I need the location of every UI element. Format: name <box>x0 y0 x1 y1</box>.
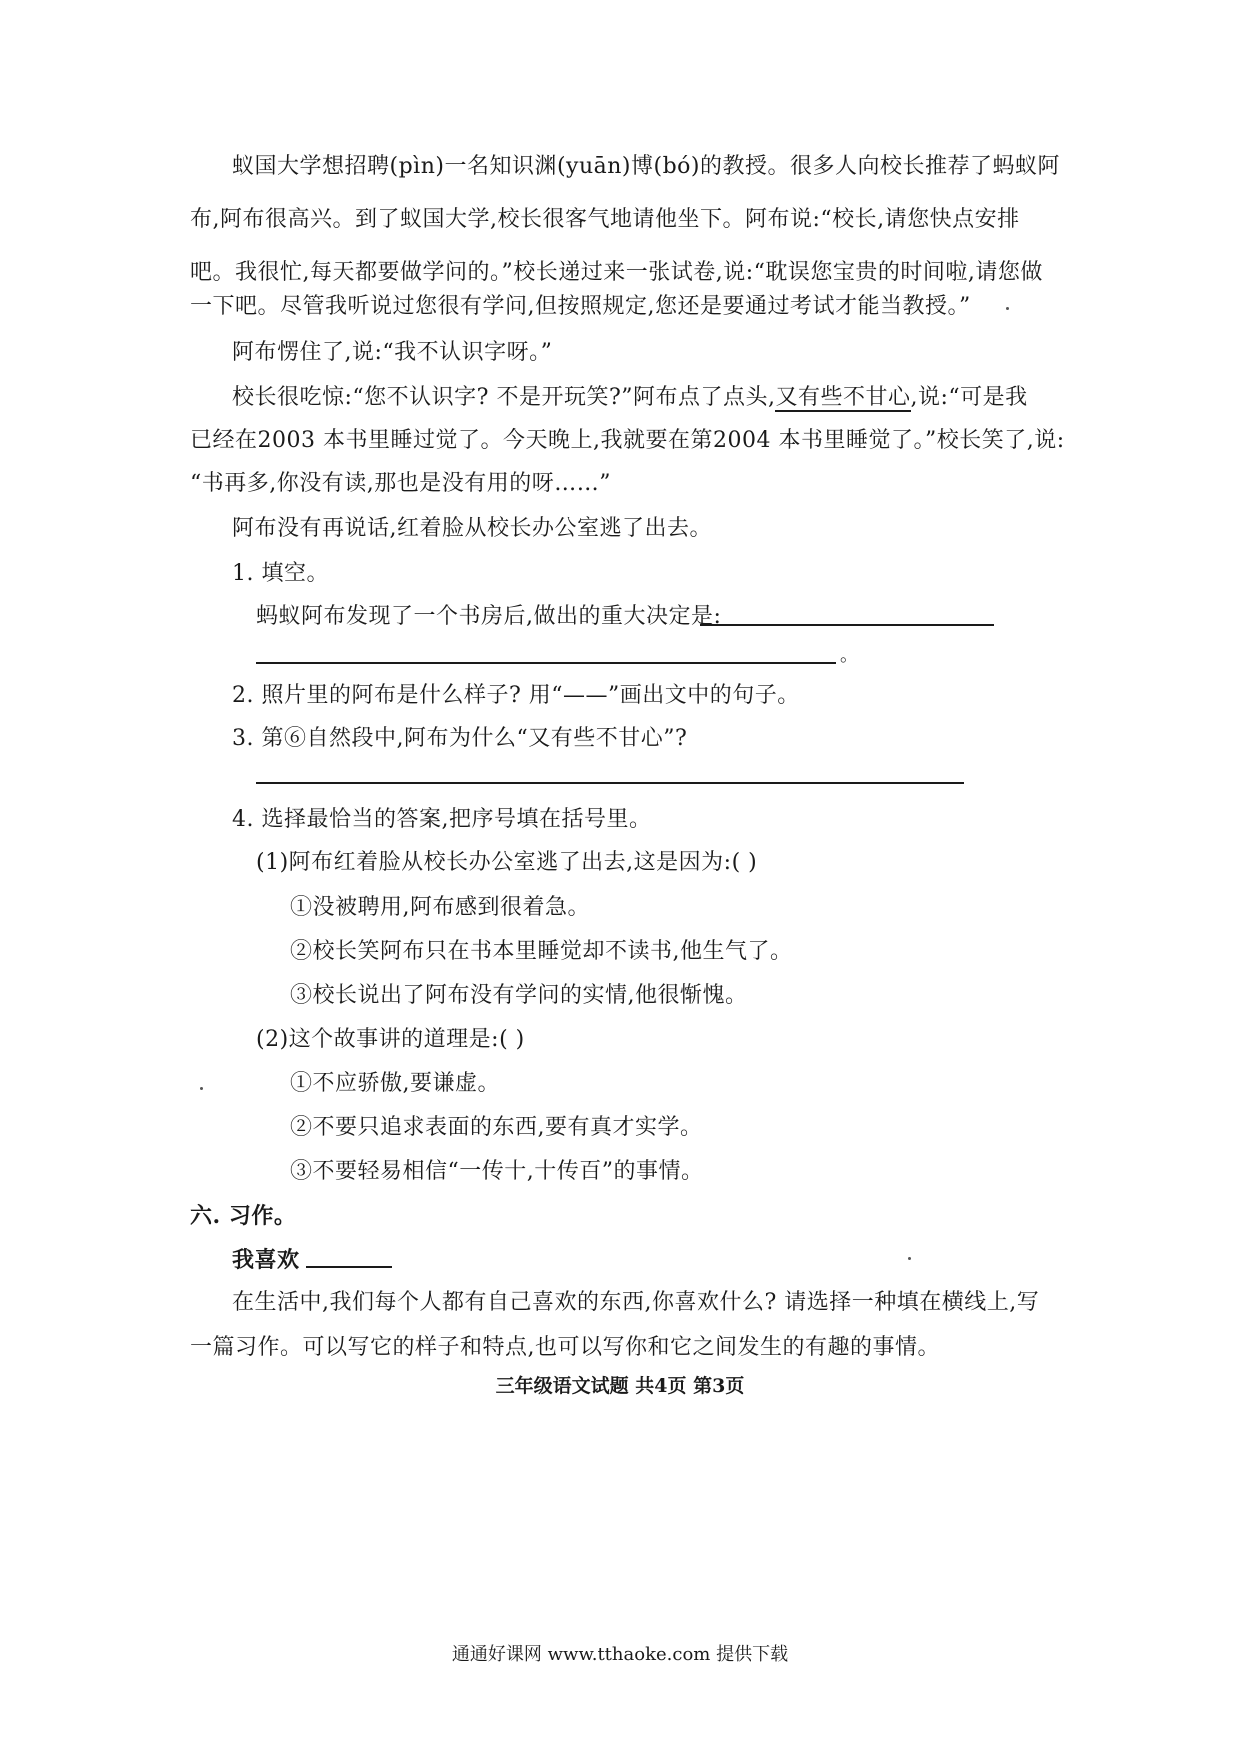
passage-line <box>232 383 1028 413</box>
passage-line: 阿布愣住了,说:“我不认识字呀。” <box>232 340 553 365</box>
composition-desc: 在生活中,我们每个人都有自己喜欢的东西,你喜欢什么? 请选择一种填在横线上,写 <box>232 1290 1040 1315</box>
passage-text: 校长很吃惊:“您不认识字? 不是开玩笑?”阿布点了点头, <box>232 385 776 410</box>
section-heading: 六. 习作。 <box>190 1203 297 1229</box>
composition-title: 我喜欢 <box>232 1247 300 1273</box>
underlined-phrase: 又有些不甘心 <box>775 385 911 410</box>
sub-question: (2)这个故事讲的道理是:( ) <box>256 1027 525 1052</box>
passage-line: 布,阿布很高兴。到了蚁国大学,校长很客气地请他坐下。阿布说:“校长,请您快点安排 <box>190 207 1020 232</box>
composition-desc: 一篇习作。可以写它的样子和特点,也可以写你和它之间发生的有趣的事情。 <box>190 1335 940 1360</box>
question-title: 2. 照片里的阿布是什么样子? 用“——”画出文中的句子。 <box>232 683 800 708</box>
sub-question: (1)阿布红着脸从校长办公室逃了出去,这是因为:( ) <box>256 850 758 875</box>
passage-line: 已经在2003 本书里睡过觉了。今天晚上,我就要在第2004 本书里睡觉了。”校长笑了,说: <box>190 428 1065 453</box>
option: ①没被聘用,阿布感到很着急。 <box>290 895 590 920</box>
passage-line: 一下吧。尽管我听说过您很有学问,但按照规定,您还是要通过考试才能当教授。” <box>190 294 971 319</box>
option: ①不应骄傲,要谦虚。 <box>290 1071 500 1096</box>
watermark-footer: 通通好课网 www.tthaoke.com 提供下载 <box>451 1644 789 1665</box>
answer-line[interactable] <box>256 782 964 784</box>
period-mark: 。 <box>840 645 859 666</box>
passage-line: 蚁国大学想招聘(pìn)一名知识渊(yuān)博(bó)的教授。很多人向校长推荐了蚂蚁阿 <box>232 154 1060 179</box>
scan-speck <box>908 1257 911 1260</box>
title-blank[interactable] <box>306 1266 392 1268</box>
answer-line[interactable] <box>256 662 836 664</box>
passage-text: ,说:“可是我 <box>910 385 1028 410</box>
option: ②校长笑阿布只在书本里睡觉却不读书,他生气了。 <box>290 939 793 964</box>
answer-line[interactable] <box>700 624 994 626</box>
question-title: 1. 填空。 <box>232 561 329 586</box>
option: ②不要只追求表面的东西,要有真才实学。 <box>290 1115 703 1140</box>
question-title: 3. 第⑥自然段中,阿布为什么“又有些不甘心”? <box>232 726 688 751</box>
passage-line: “书再多,你没有读,那也是没有用的呀……” <box>190 471 611 496</box>
page-footer: 三年级语文试题 共4页 第3页 <box>495 1375 745 1397</box>
option: ③不要轻易相信“一传十,十传百”的事情。 <box>290 1159 704 1184</box>
passage-line: 阿布没有再说话,红着脸从校长办公室逃了出去。 <box>232 516 712 541</box>
question-prompt: 蚂蚁阿布发现了一个书房后,做出的重大决定是: <box>256 604 722 629</box>
option: ③校长说出了阿布没有学问的实情,他很惭愧。 <box>290 983 748 1008</box>
scan-speck <box>200 1087 203 1090</box>
question-title: 4. 选择最恰当的答案,把序号填在括号里。 <box>232 807 652 832</box>
scan-speck <box>1006 307 1009 310</box>
passage-line: 吧。我很忙,每天都要做学问的。”校长递过来一张试卷,说:“耽误您宝贵的时间啦,请您做 <box>190 260 1043 285</box>
